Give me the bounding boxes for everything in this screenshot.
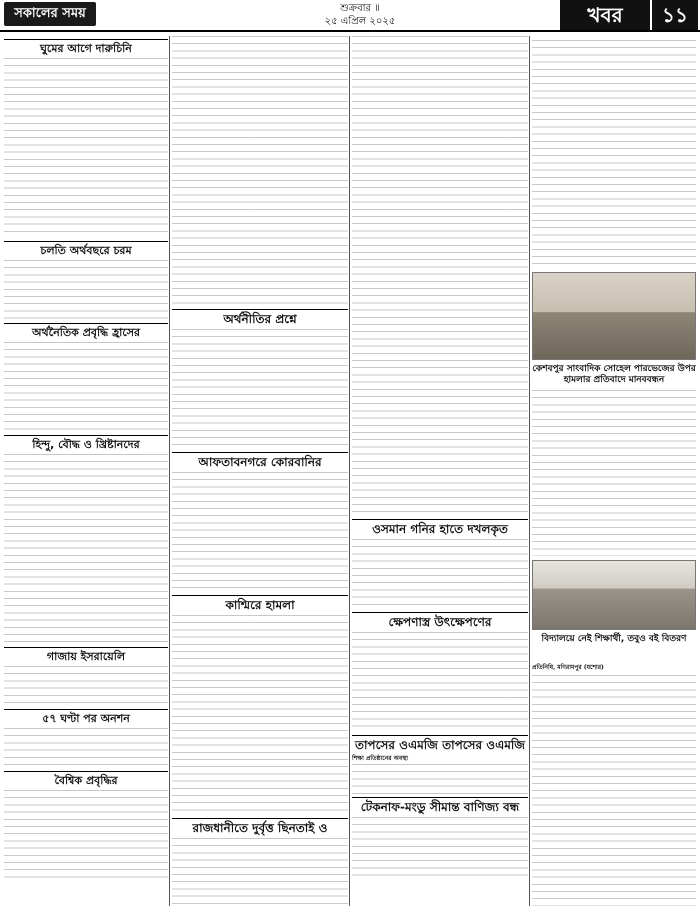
column-divider (529, 36, 530, 906)
column-1 (4, 36, 168, 906)
page-number: ১১ (652, 0, 698, 30)
article-body (4, 58, 168, 238)
article-body (4, 728, 168, 768)
article-headline: কেশবপুর সাংবাদিক সোহেল পারভেজের উপর হামলার প্রতিবাদে মানববন্ধন (532, 364, 696, 385)
article-headline: হিন্দু, বৌদ্ধ ও খ্রিষ্টানদের (4, 435, 168, 452)
article-headline: ওসমান গনির হাতে দখলকৃত (352, 519, 528, 537)
article-headline: অর্থনৈতিক প্রবৃদ্ধি হ্রাসের (4, 323, 168, 340)
article-headline: গাজায় ইসরায়েলি (4, 647, 168, 664)
section-label: খবর (560, 0, 650, 30)
article-subhead: শিক্ষা প্রতিষ্ঠানের অবস্থা (352, 755, 408, 762)
article-body (4, 454, 168, 644)
article-headline: আফতাবনগরে কোরবানির (172, 452, 348, 470)
article-body (532, 660, 696, 906)
news-photo (532, 560, 696, 630)
article-body (352, 36, 528, 516)
article-headline: রাজধানীতে দুর্বৃত্ত ছিনতাই ও (172, 818, 348, 836)
article-headline: ৫৭ ঘণ্টা পর অনশন (4, 709, 168, 726)
article-headline: চলতি অর্থবছরে চরম (4, 241, 168, 258)
article-body (172, 472, 348, 592)
article-body (4, 260, 168, 320)
column-3 (352, 36, 528, 906)
news-photo (532, 272, 696, 360)
masthead (0, 0, 700, 32)
article-body (532, 40, 696, 268)
article-body (172, 615, 348, 815)
article-headline: কাশ্মিরে হামলা (172, 595, 348, 613)
article-body (352, 632, 528, 732)
article-body (352, 539, 528, 609)
article-body (352, 817, 528, 877)
article-body (172, 36, 348, 306)
article-headline: বিদ্যালয়ে নেই শিক্ষার্থী, তবুও বই বিতরণ (541, 634, 687, 644)
column-2 (172, 36, 348, 906)
article-headline: বৈশ্বিক প্রবৃদ্ধির (4, 771, 168, 788)
article-headline: তাপসের ওএমজি তাপসের ওএমজি (352, 735, 528, 753)
article-headline: ঘুমের আগে দারুচিনি (4, 39, 168, 56)
issue-date (300, 2, 420, 28)
column-divider (349, 36, 350, 906)
article-headline: ক্ষেপণাস্ত্র উৎক্ষেপণের (352, 612, 528, 630)
column-divider (169, 36, 170, 906)
article-headline: অর্থনীতির প্রশ্নে (172, 309, 348, 327)
article-body (4, 790, 168, 880)
article-body (172, 838, 348, 906)
newspaper-logo: সকালের সময় (4, 2, 96, 26)
issue-date-text: ২৫ এপ্রিল ২০২৫ (324, 16, 396, 27)
article-body (352, 764, 528, 794)
article-body (532, 390, 696, 556)
article-body (172, 329, 348, 449)
article-body (4, 342, 168, 432)
article-body (4, 666, 168, 706)
article-subhead: প্রতিনিধি, মণিরামপুর (যশোর) (532, 664, 604, 671)
issue-day: শুক্রবার ॥ (340, 3, 380, 14)
article-headline: টেকনাফ-মংডু সীমান্ত বাণিজ্য বন্ধ (352, 797, 528, 815)
